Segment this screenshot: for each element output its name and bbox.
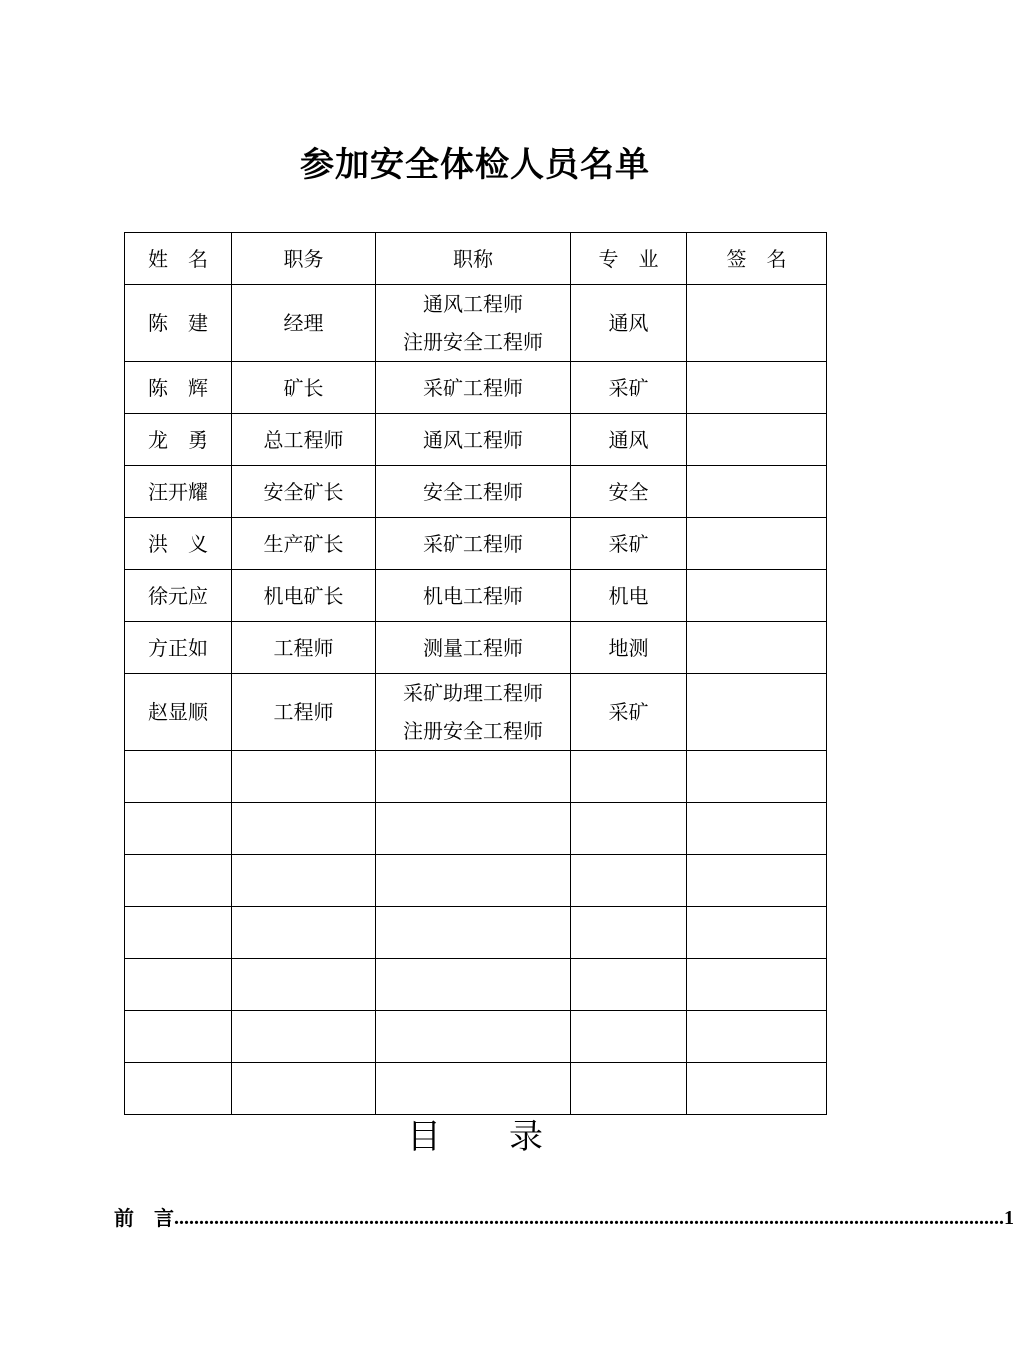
table-row <box>125 285 827 362</box>
cell-name: 赵显顺 <box>125 674 232 751</box>
cell-name: 徐元应 <box>125 570 232 622</box>
cell-title: 机电工程师 <box>376 570 571 622</box>
toc-entry-page: 1 <box>1004 1207 1014 1229</box>
cell-name: 陈 辉 <box>125 362 232 414</box>
toc-entry-label: 前 言 <box>114 1206 174 1230</box>
cell-title: 通风工程师 注册安全工程师 <box>376 285 571 362</box>
cell-position: 机电矿长 <box>232 570 376 622</box>
personnel-table <box>124 232 827 1115</box>
cell-title: 通风工程师 <box>376 414 571 466</box>
cell-position: 总工程师 <box>232 414 376 466</box>
cell-signature[interactable] <box>687 622 827 674</box>
empty-cell-name <box>125 1011 232 1063</box>
table-row <box>125 518 827 570</box>
cell-name: 洪 义 <box>125 518 232 570</box>
toc-leader-dots: ...................................................................................................................................................................... <box>174 1207 1004 1229</box>
empty-cell-name <box>125 959 232 1011</box>
table-row <box>125 622 827 674</box>
empty-cell-title <box>376 855 571 907</box>
empty-cell-position <box>232 855 376 907</box>
cell-signature[interactable] <box>687 518 827 570</box>
header-name: 姓 名 <box>125 233 232 285</box>
table-row <box>125 466 827 518</box>
empty-cell-signature[interactable] <box>687 751 827 803</box>
empty-cell-signature[interactable] <box>687 907 827 959</box>
cell-position: 生产矿长 <box>232 518 376 570</box>
empty-table-row <box>125 1011 827 1063</box>
cell-position: 安全矿长 <box>232 466 376 518</box>
empty-cell-title <box>376 803 571 855</box>
cell-title: 采矿工程师 <box>376 362 571 414</box>
cell-specialty: 通风 <box>571 285 687 362</box>
empty-cell-position <box>232 907 376 959</box>
cell-title: 安全工程师 <box>376 466 571 518</box>
empty-rows <box>125 751 827 1115</box>
cell-signature[interactable] <box>687 570 827 622</box>
empty-cell-name <box>125 907 232 959</box>
cell-specialty: 机电 <box>571 570 687 622</box>
cell-signature[interactable] <box>687 285 827 362</box>
page-title: 参加安全体检人员名单 <box>300 145 650 185</box>
table-row <box>125 570 827 622</box>
toc-entry[interactable] <box>114 1204 1014 1232</box>
cell-title: 采矿工程师 <box>376 518 571 570</box>
table-header-row <box>125 233 827 285</box>
empty-cell-position <box>232 751 376 803</box>
empty-cell-signature[interactable] <box>687 803 827 855</box>
table-row <box>125 674 827 751</box>
empty-table-row <box>125 959 827 1011</box>
empty-cell-name <box>125 855 232 907</box>
empty-cell-signature[interactable] <box>687 1063 827 1115</box>
cell-signature[interactable] <box>687 466 827 518</box>
empty-cell-title <box>376 1063 571 1115</box>
empty-cell-name <box>125 1063 232 1115</box>
empty-cell-title <box>376 907 571 959</box>
empty-cell-specialty <box>571 907 687 959</box>
cell-title: 采矿助理工程师 注册安全工程师 <box>376 674 571 751</box>
empty-cell-specialty <box>571 1011 687 1063</box>
cell-name: 方正如 <box>125 622 232 674</box>
cell-signature[interactable] <box>687 362 827 414</box>
empty-cell-position <box>232 959 376 1011</box>
empty-cell-position <box>232 803 376 855</box>
empty-table-row <box>125 855 827 907</box>
header-signature: 签 名 <box>687 233 827 285</box>
empty-cell-specialty <box>571 855 687 907</box>
cell-position: 工程师 <box>232 622 376 674</box>
cell-title: 测量工程师 <box>376 622 571 674</box>
empty-cell-specialty <box>571 959 687 1011</box>
cell-name: 汪开耀 <box>125 466 232 518</box>
header-title: 职称 <box>376 233 571 285</box>
table-row <box>125 414 827 466</box>
cell-specialty: 通风 <box>571 414 687 466</box>
empty-cell-name <box>125 751 232 803</box>
empty-cell-signature[interactable] <box>687 855 827 907</box>
empty-table-row <box>125 803 827 855</box>
empty-cell-signature[interactable] <box>687 1011 827 1063</box>
cell-name: 龙 勇 <box>125 414 232 466</box>
cell-signature[interactable] <box>687 414 827 466</box>
empty-table-row <box>125 1063 827 1115</box>
empty-table-row <box>125 907 827 959</box>
cell-signature[interactable] <box>687 674 827 751</box>
empty-table-row <box>125 751 827 803</box>
empty-cell-title <box>376 751 571 803</box>
cell-specialty: 采矿 <box>571 674 687 751</box>
toc-title: 目 录 <box>407 1117 543 1157</box>
empty-cell-title <box>376 959 571 1011</box>
cell-specialty: 安全 <box>571 466 687 518</box>
empty-cell-signature[interactable] <box>687 959 827 1011</box>
header-specialty: 专 业 <box>571 233 687 285</box>
empty-cell-position <box>232 1011 376 1063</box>
empty-cell-specialty <box>571 803 687 855</box>
cell-position: 矿长 <box>232 362 376 414</box>
empty-cell-specialty <box>571 1063 687 1115</box>
empty-cell-specialty <box>571 751 687 803</box>
cell-position: 经理 <box>232 285 376 362</box>
cell-specialty: 采矿 <box>571 518 687 570</box>
empty-cell-title <box>376 1011 571 1063</box>
empty-cell-position <box>232 1063 376 1115</box>
header-position: 职务 <box>232 233 376 285</box>
cell-specialty: 地测 <box>571 622 687 674</box>
cell-position: 工程师 <box>232 674 376 751</box>
empty-cell-name <box>125 803 232 855</box>
table-row <box>125 362 827 414</box>
cell-name: 陈 建 <box>125 285 232 362</box>
cell-specialty: 采矿 <box>571 362 687 414</box>
